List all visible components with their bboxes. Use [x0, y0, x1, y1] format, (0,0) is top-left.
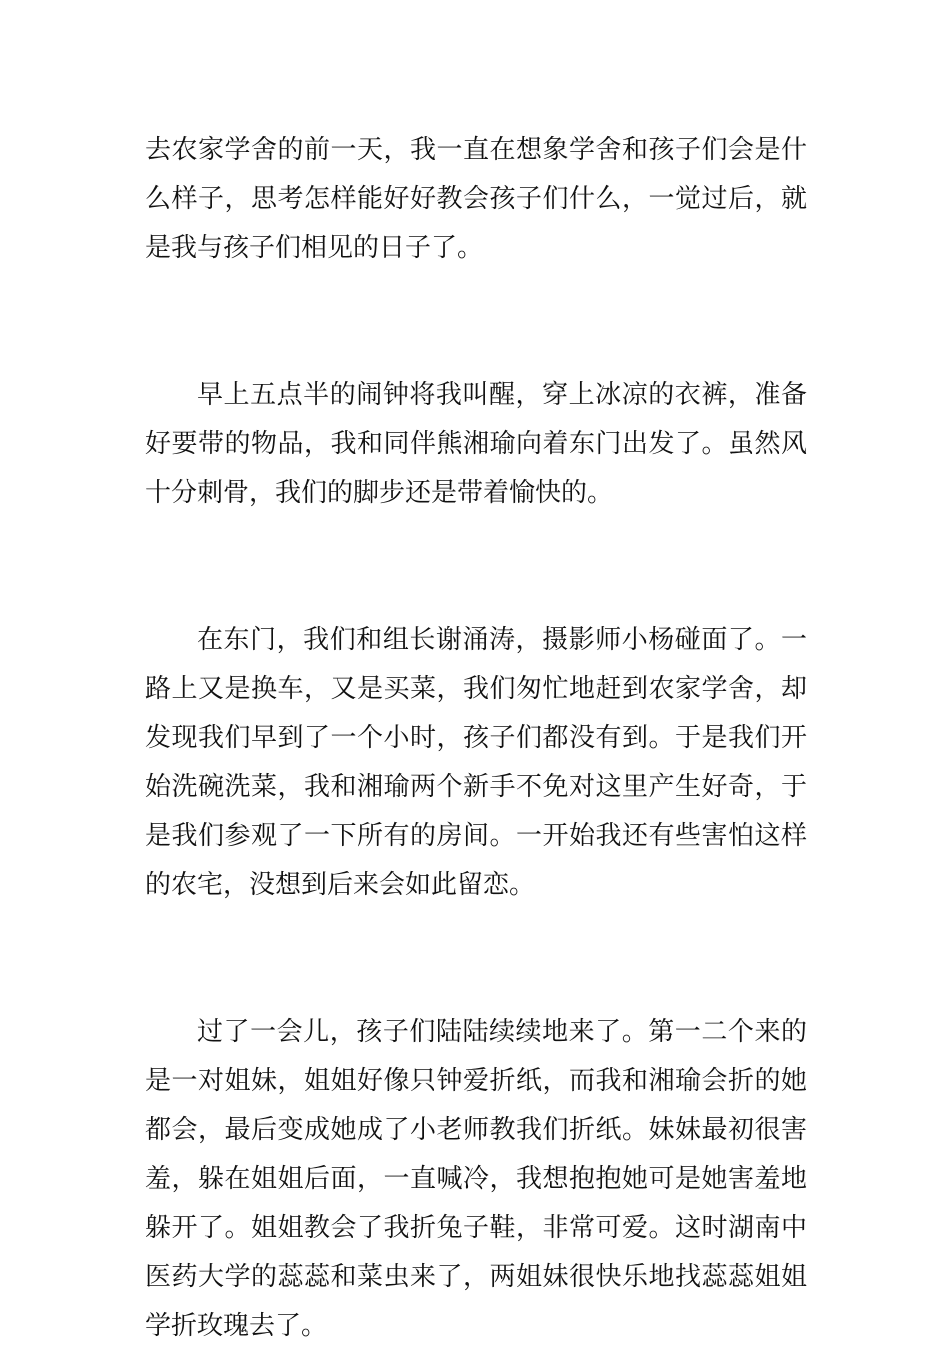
paragraph-2: 早上五点半的闹钟将我叫醒，穿上冰凉的衣裤，准备好要带的物品，我和同伴熊湘瑜向着东门出发了。虽然风十分刺骨，我们的脚步还是带着愉快的。 — [145, 380, 807, 508]
document-page — [145, 126, 807, 1351]
paragraph-3: 在东门，我们和组长谢涌涛，摄影师小杨碰面了。一路上又是换车，又是买菜，我们匆忙地赶到农家学舍，却发现我们早到了一个小时，孩子们都没有到。于是我们开始洗碗洗菜，我和湘瑜两个新手不免对这里产生好奇，于是我们参观了一下所有的房间。一开始我还有些害怕这样的农宅，没想到后来会如此留恋。 — [145, 625, 807, 900]
paragraph-1: 去农家学舍的前一天，我一直在想象学舍和孩子们会是什么样子，思考怎样能好好教会孩子们什么，一觉过后，就是我与孩子们相见的日子了。 — [145, 135, 807, 263]
paragraph-4: 过了一会儿，孩子们陆陆续续地来了。第一二个来的是一对姐妹，姐姐好像只钟爱折纸，而我和湘瑜会折的她都会，最后变成她成了小老师教我们折纸。妹妹最初很害羞，躲在姐姐后面，一直喊冷，我想抱抱她可是她害羞地躲开了。姐姐教会了我折兔子鞋，非常可爱。这时湖南中医药大学的蕊蕊和菜虫来了，两姐妹很快乐地找蕊蕊姐姐学折玫瑰去了。 — [145, 1017, 807, 1341]
